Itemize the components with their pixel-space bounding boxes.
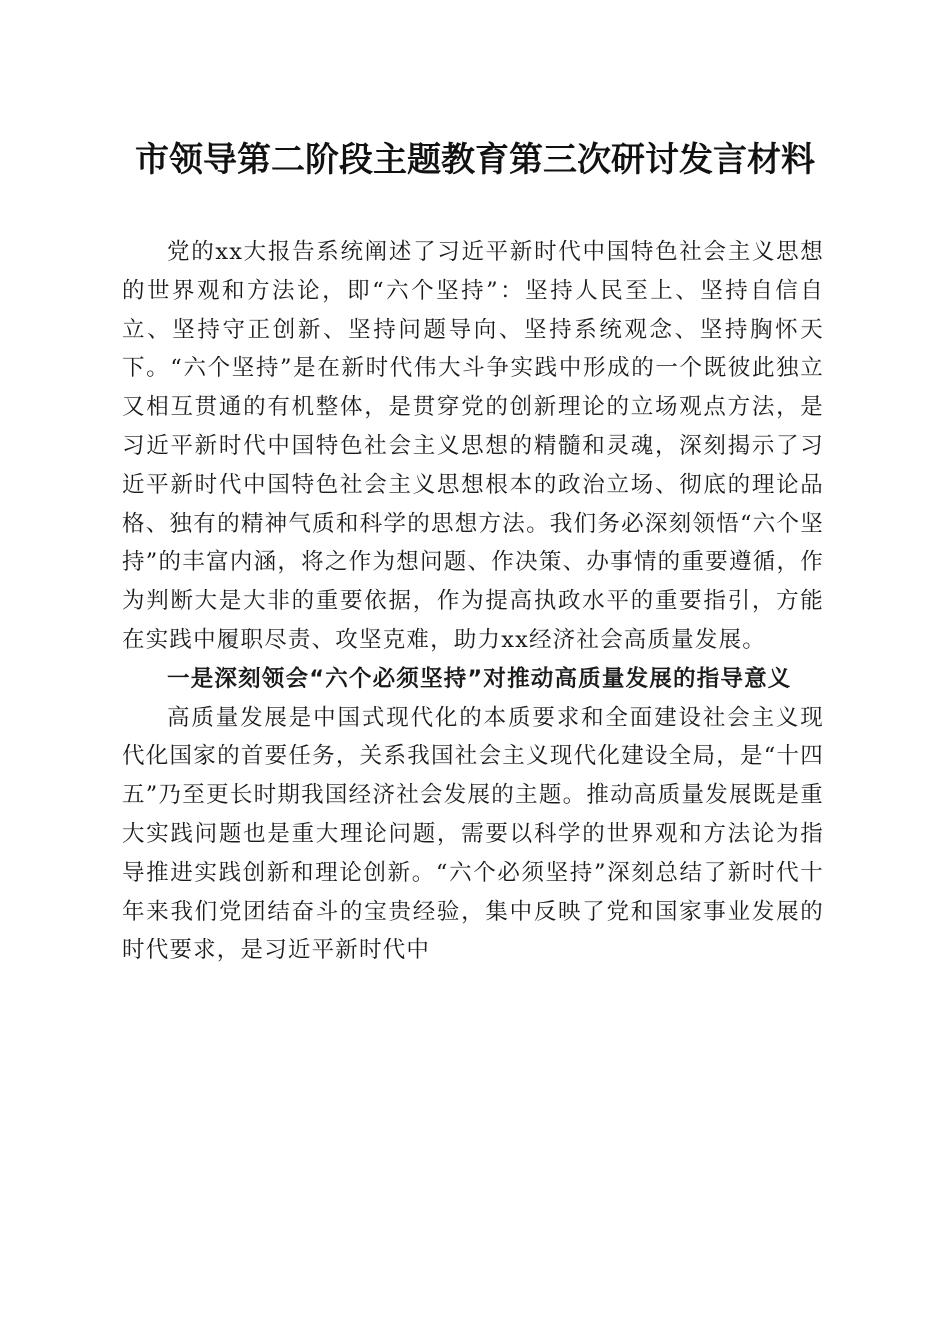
document-title: 市领导第二阶段主题教育第三次研讨发言材料 [135, 140, 815, 180]
paragraph-intro: 党的xx大报告系统阐述了习近平新时代中国特色社会主义思想的世界观和方法论，即“六个坚持”：坚持人民至上、坚持自信自立、坚持守正创新、坚持问题导向、坚持系统观念、坚持胸怀天下。“六个坚持”是在新时代伟大斗争实践中形成的一个既彼此独立又相互贯通的有机整体，是贯穿党的创新理论的立场观点方法，是习近平新时代中国特色社会主义思想的精髓和灵魂，深刻揭示了习近平新时代中国特色社会主义思想根本的政治立场、彻底的理论品格、独有的精神气质和科学的思想方法。我们务必深刻领悟“六个坚持”的丰富内涵，将之作为想问题、作决策、办事情的重要遵循，作为判断大是大非的重要依据，作为提高执政水平的重要指引，方能在实践中履职尽责、攻坚克难，助力xx经济社会高质量发展。 [122, 239, 824, 653]
paragraph-high-quality-development: 高质量发展是中国式现代化的本质要求和全面建设社会主义现代化国家的首要任务，关系我国社会主义现代化建设全局，是“十四五”乃至更长时期我国经济社会发展的主题。推动高质量发展既是重大实践问题也是重大理论问题，需要以科学的世界观和方法论为指导推进实践创新和理论创新。“六个必须坚持”深刻总结了新时代十年来我们党团结奋斗的宝贵经验，集中反映了党和国家事业发展的时代要求，是习近平新时代中 [122, 704, 824, 964]
section-heading-one: 一是深刻领会“六个必须坚持”对推动高质量发展的指导意义 [167, 665, 792, 692]
document-body [122, 233, 824, 970]
